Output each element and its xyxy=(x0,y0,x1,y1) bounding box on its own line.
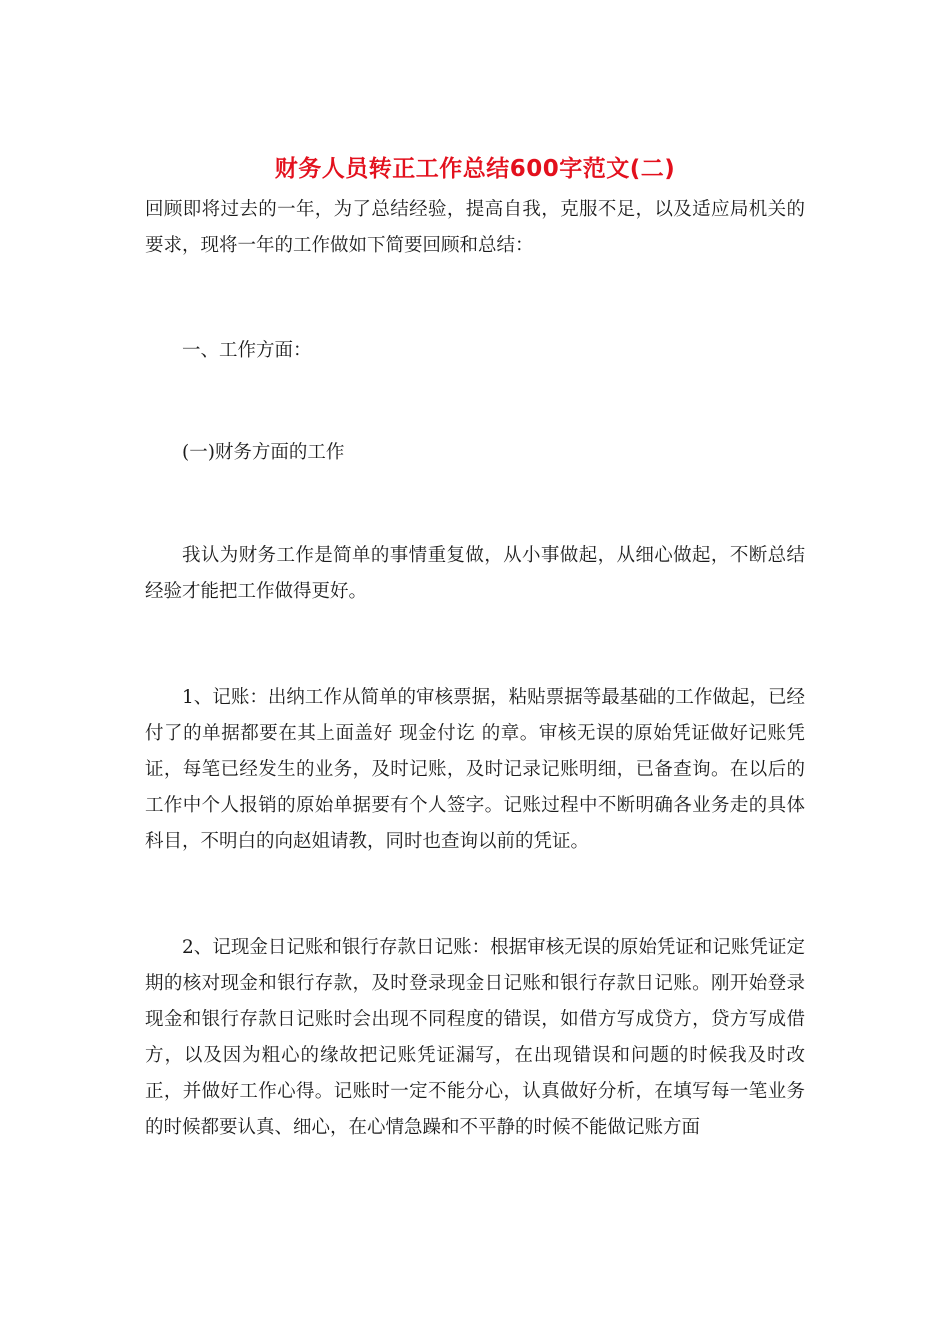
intro-paragraph: 回顾即将过去的一年，为了总结经验，提高自我，克服不足，以及适应局机关的要求，现将一年的工作做如下简要回顾和总结： xyxy=(145,199,805,256)
body-paragraph-3: 2、记现金日记账和银行存款日记账：根据审核无误的原始凭证和记账凭证定期的核对现金和银行存款，及时登录现金日记账和银行存款日记账。刚开始登录现金和银行存款日记账时会出现不同程度的错误，如借方写成贷方，贷方写成借方，以及因为粗心的缘故把记账凭证漏写，在出现错误和问题的时候我及时改正，并做好工作心得。记账时一定不能分心，认真做好分析，在填写每一笔业务的时候都要认真、细心，在心情急躁和不平静的时候不能做记账方面 xyxy=(145,937,805,1138)
subsection-heading: (一)财务方面的工作 xyxy=(182,442,345,463)
body-paragraph-2: 1、记账：出纳工作从简单的审核票据，粘贴票据等最基础的工作做起，已经付了的单据都要在其上面盖好 现金付讫 的章。审核无误的原始凭证做好记账凭证，每笔已经发生的业务，及时记账，及时记录记账明细，已备查询。在以后的工作中个人报销的原始单据要有个人签字。记账过程中不断明确各业务走的具体科目，不明白的向赵姐请教，同时也查询以前的凭证。 xyxy=(145,687,805,852)
body-paragraph-1: 我认为财务工作是简单的事情重复做，从小事做起，从细心做起，不断总结经验才能把工作做得更好。 xyxy=(145,545,805,602)
document-title: 财务人员转正工作总结600字范文(二) xyxy=(274,156,676,182)
section-heading: 一、工作方面： xyxy=(182,340,312,361)
